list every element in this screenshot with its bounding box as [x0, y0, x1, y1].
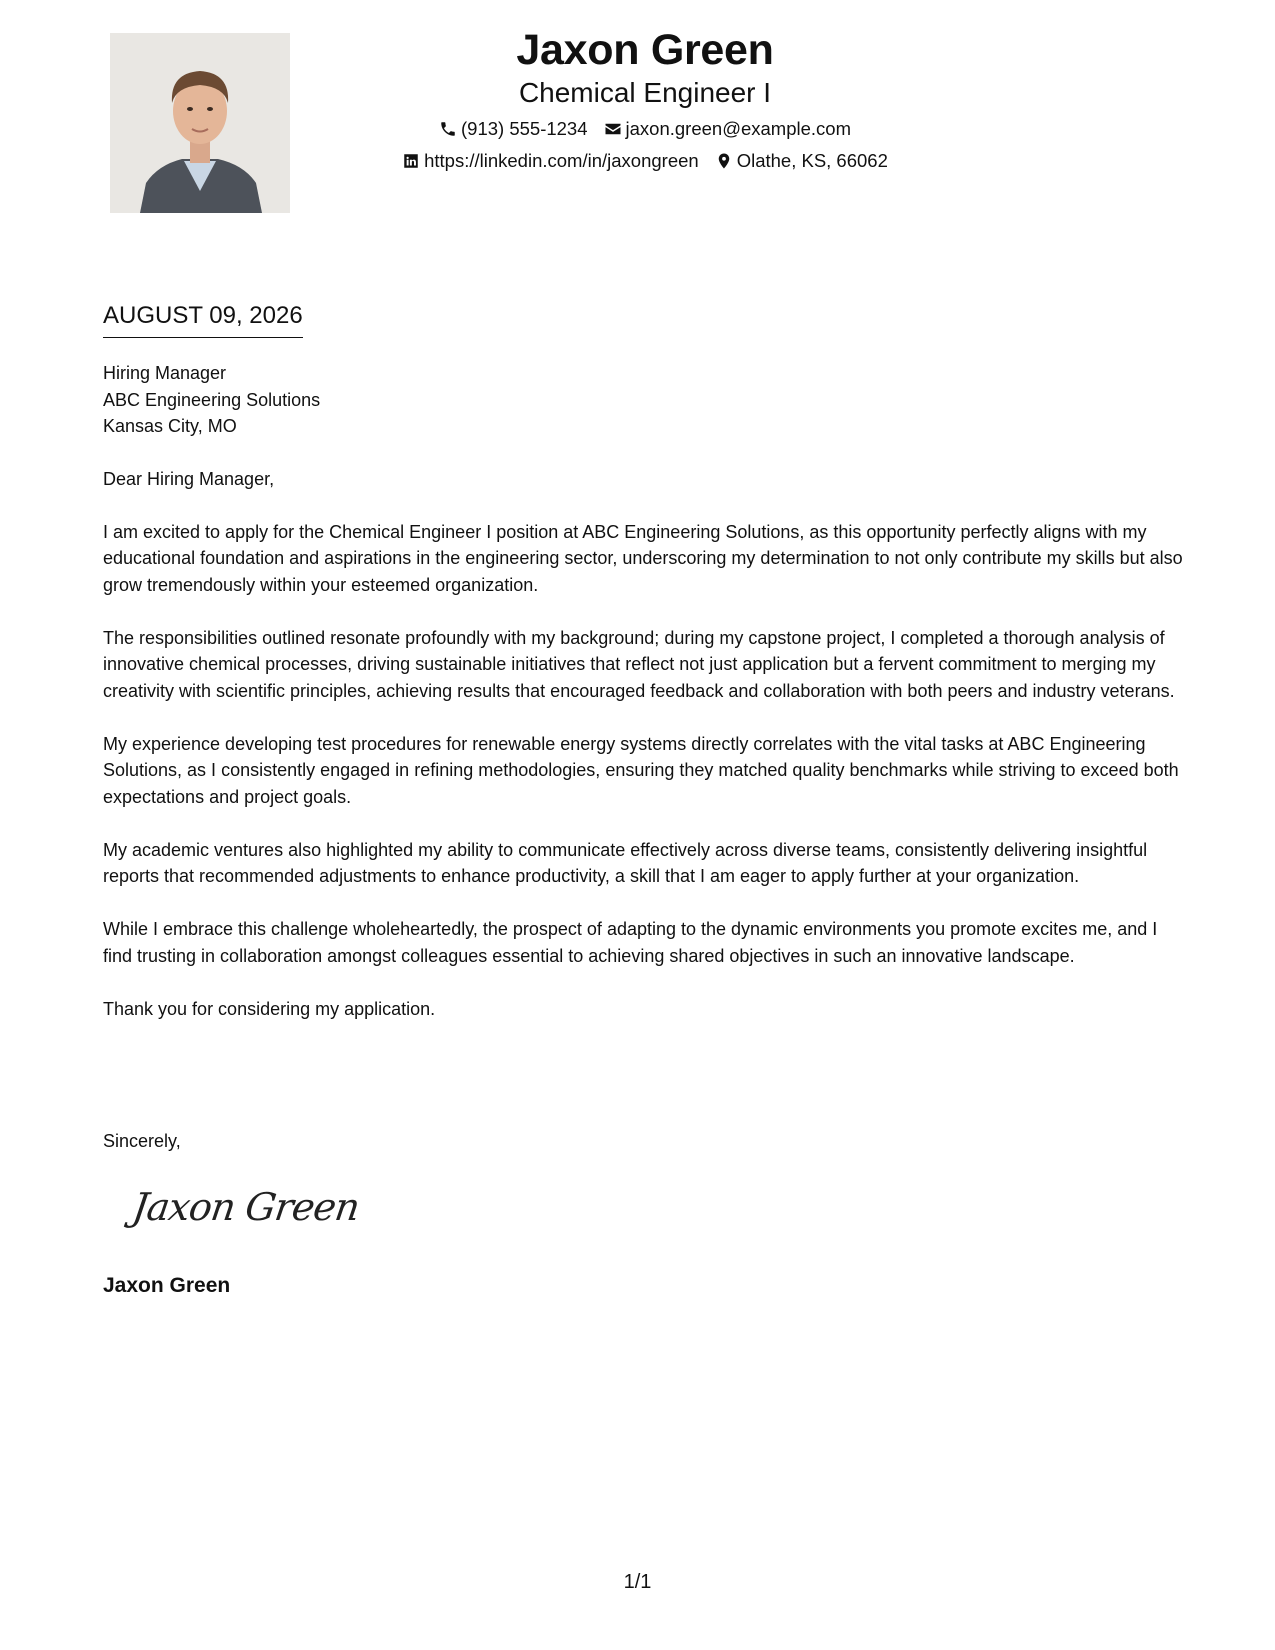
recipient-location: Kansas City, MO [103, 416, 237, 436]
recipient-name: Hiring Manager [103, 363, 227, 383]
phone-icon [439, 120, 457, 138]
map-marker-icon [715, 152, 733, 170]
contact-row-secondary [0, 149, 1275, 173]
letter-body [103, 466, 1183, 1049]
phone-number: (913) 555-1234 [461, 118, 588, 139]
email-contact [604, 117, 851, 141]
letterhead [0, 22, 1275, 173]
contact-row-primary [0, 117, 1275, 141]
email-address: jaxon.green@example.com [625, 118, 851, 139]
body-paragraph: While I embrace this challenge wholeheartedly, the prospect of adapting to the dynamic environments you promote excites me, and I find trusting in collaboration amongst colleagues essential to achieving shared objectives in such an innovative landscape. [103, 919, 1158, 966]
recipient-company: ABC Engineering Solutions [103, 389, 321, 410]
salutation: Dear Hiring Manager, [103, 469, 275, 489]
signer-name: Jaxon Green [103, 1274, 231, 1297]
body-paragraph: The responsibilities outlined resonate profoundly with my background; during my capstone project, I completed a thorough analysis of innovative chemical processes, driving sustainable initiatives that reflect not just application but a fervent commitment to merging my creativity with scientific principles, achieving results that encouraged feedback and collaboration with both peers and industry veterans. [103, 627, 1175, 701]
body-paragraph: I am excited to apply for the Chemical Engineer I position at ABC Engineering Solutions, as this opportunity perfectly aligns with my educational foundation and aspirations in the engineering sector, underscoring my determination to not only contribute my skills but also grow tremendously within your esteemed organization. [103, 521, 1183, 595]
linkedin-contact [402, 149, 699, 173]
recipient-block [103, 360, 320, 440]
thank-you-line: Thank you for considering my application. [103, 998, 436, 1019]
closing: Sincerely, [103, 1131, 181, 1151]
phone-contact [439, 117, 588, 141]
linkedin-url: https://linkedin.com/in/jaxongreen [424, 150, 699, 171]
candidate-title: Chemical Engineer I [518, 77, 772, 108]
linkedin-icon [402, 152, 420, 170]
handwritten-signature: Jaxon Green [129, 1185, 362, 1229]
letter-date: AUGUST 09, 2026 [103, 301, 303, 338]
body-paragraph: My experience developing test procedures for renewable energy systems directly correlates with the vital tasks at ABC Engineering Solutions, as I consistently engaged in refining methodologies, ensuring they matched quality benchmarks while striving to exceed both expectations and project goals. [103, 733, 1179, 807]
page-number: 1/1 [623, 1571, 652, 1593]
location-contact [715, 149, 888, 173]
body-paragraph: My academic ventures also highlighted my ability to communicate effectively across diverse teams, consistently delivering insightful reports that recommended adjustments to enhance productivity, a skill that I am eager to apply further at your organization. [103, 839, 1148, 886]
location-text: Olathe, KS, 66062 [736, 150, 888, 171]
envelope-icon [604, 120, 622, 138]
candidate-name: Jaxon Green [516, 26, 774, 74]
